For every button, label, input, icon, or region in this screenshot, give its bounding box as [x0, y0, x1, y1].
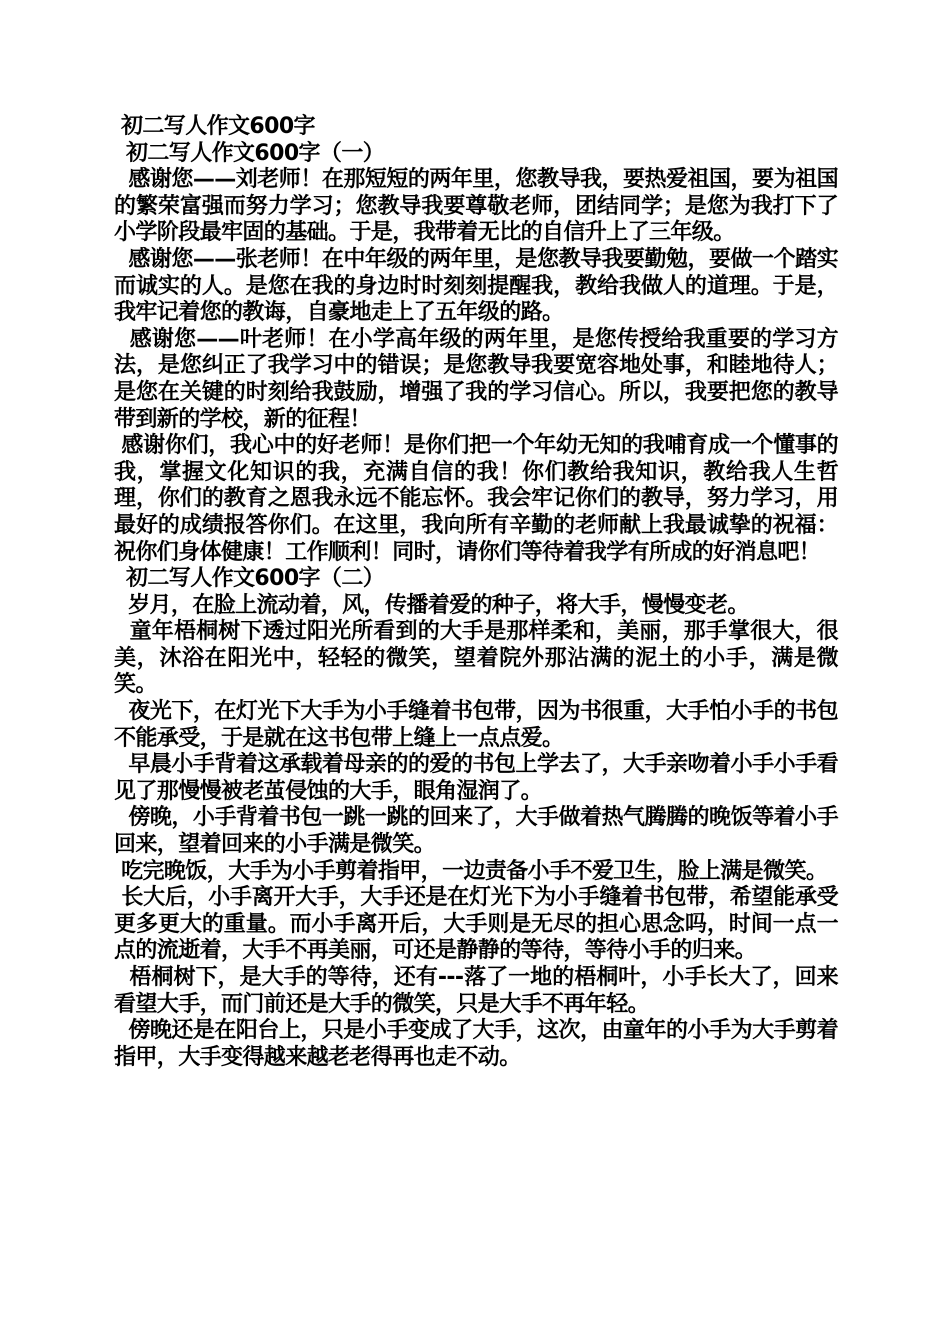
paragraph: 傍晚，小手背着书包一跳一跳的回来了，大手做着热气腾腾的晚饭等着小手回来，望着回来的小手满是微笑。 [114, 805, 839, 858]
paragraph: 感谢你们，我心中的好老师！是你们把一个年幼无知的我哺育成一个懂事的我，掌握文化知识的我，充满自信的我！你们教给我知识，教给我人生哲理，你们的教育之恩我永远不能忘怀。我会牢记你们的教导，努力学习，用最好的成绩报答你们。在这里，我向所有辛勤的老师献上我最诚挚的祝福：祝你们身体健康！工作顺利！同时，请你们等待着我学有所成的好消息吧！ [114, 433, 839, 565]
paragraph: 感谢您——张老师！在中年级的两年里，是您教导我要勤勉，要做一个踏实而诚实的人。是您在我的身边时时刻刻提醒我，教给我做人的道理。于是，我牢记着您的教诲，自豪地走上了五年级的路。 [114, 246, 838, 326]
document-title: 初二写人作文600字 [121, 114, 315, 139]
paragraph: 感谢您——刘老师！在那短短的两年里，您教导我，要热爱祖国，要为祖国的繁荣富强而努力学习；您教导我要尊敬老师，团结同学；是您为我打下了小学阶段最牢固的基础。于是，我带着无比的自信升上了三年级。 [114, 167, 838, 246]
paragraph: 岁月，在脸上流动着，风，传播着爱的种子，将大手，慢慢变老。 [114, 592, 749, 618]
paragraph: 傍晚还是在阳台上，只是小手变成了大手，这次，由童年的小手为大手剪着指甲，大手变得越来越老老得再也走不动。 [114, 1018, 839, 1070]
paragraph: 夜光下，在灯光下大手为小手缝着书包带，因为书很重，大手怕小手的书包不能承受，于是就在这书包带上缝上一点点爱。 [114, 699, 839, 751]
paragraph: 童年梧桐树下透过阳光所看到的大手是那样柔和，美丽，那手掌很大，很美，沐浴在阳光中，轻轻的微笑，望着院外那沾满的泥土的小手，满是微笑。 [114, 619, 838, 698]
document-page [114, 114, 838, 1071]
paragraph: 梧桐树下，是大手的等待，还有---落了一地的梧桐叶，小手长大了，回来看望大手，而门前还是大手的微笑，只是大手不再年轻。 [114, 965, 838, 1017]
section-heading: 初二写人作文600字（一） [126, 140, 385, 166]
paragraph: 吃完晚饭，大手为小手剪着指甲，一边责备小手不爱卫生，脸上满是微笑。 [114, 858, 828, 884]
paragraph: 长大后，小手离开大手，大手还是在灯光下为小手缝着书包带，希望能承受更多更大的重量。而小手离开后，大手则是无尽的担心思念吗，时间一点一点的流逝着，大手不再美丽，可还是静静的等待，等待小手的归来。 [114, 885, 839, 964]
paragraph: 感谢您——叶老师！在小学高年级的两年里，是您传授给我重要的学习方法，是您纠正了我学习中的错误；是您教导我要宽容地处事，和睦地待人；是您在关键的时刻给我鼓励，增强了我的学习信心。所以，我要把您的教导带到新的学校，新的征程！ [114, 326, 838, 432]
paragraph: 早晨小手背着这承载着母亲的的爱的书包上学去了，大手亲吻着小手小手看见了那慢慢被老茧侵蚀的大手，眼角湿润了。 [114, 752, 839, 804]
section-heading: 初二写人作文600字（二） [126, 566, 385, 592]
